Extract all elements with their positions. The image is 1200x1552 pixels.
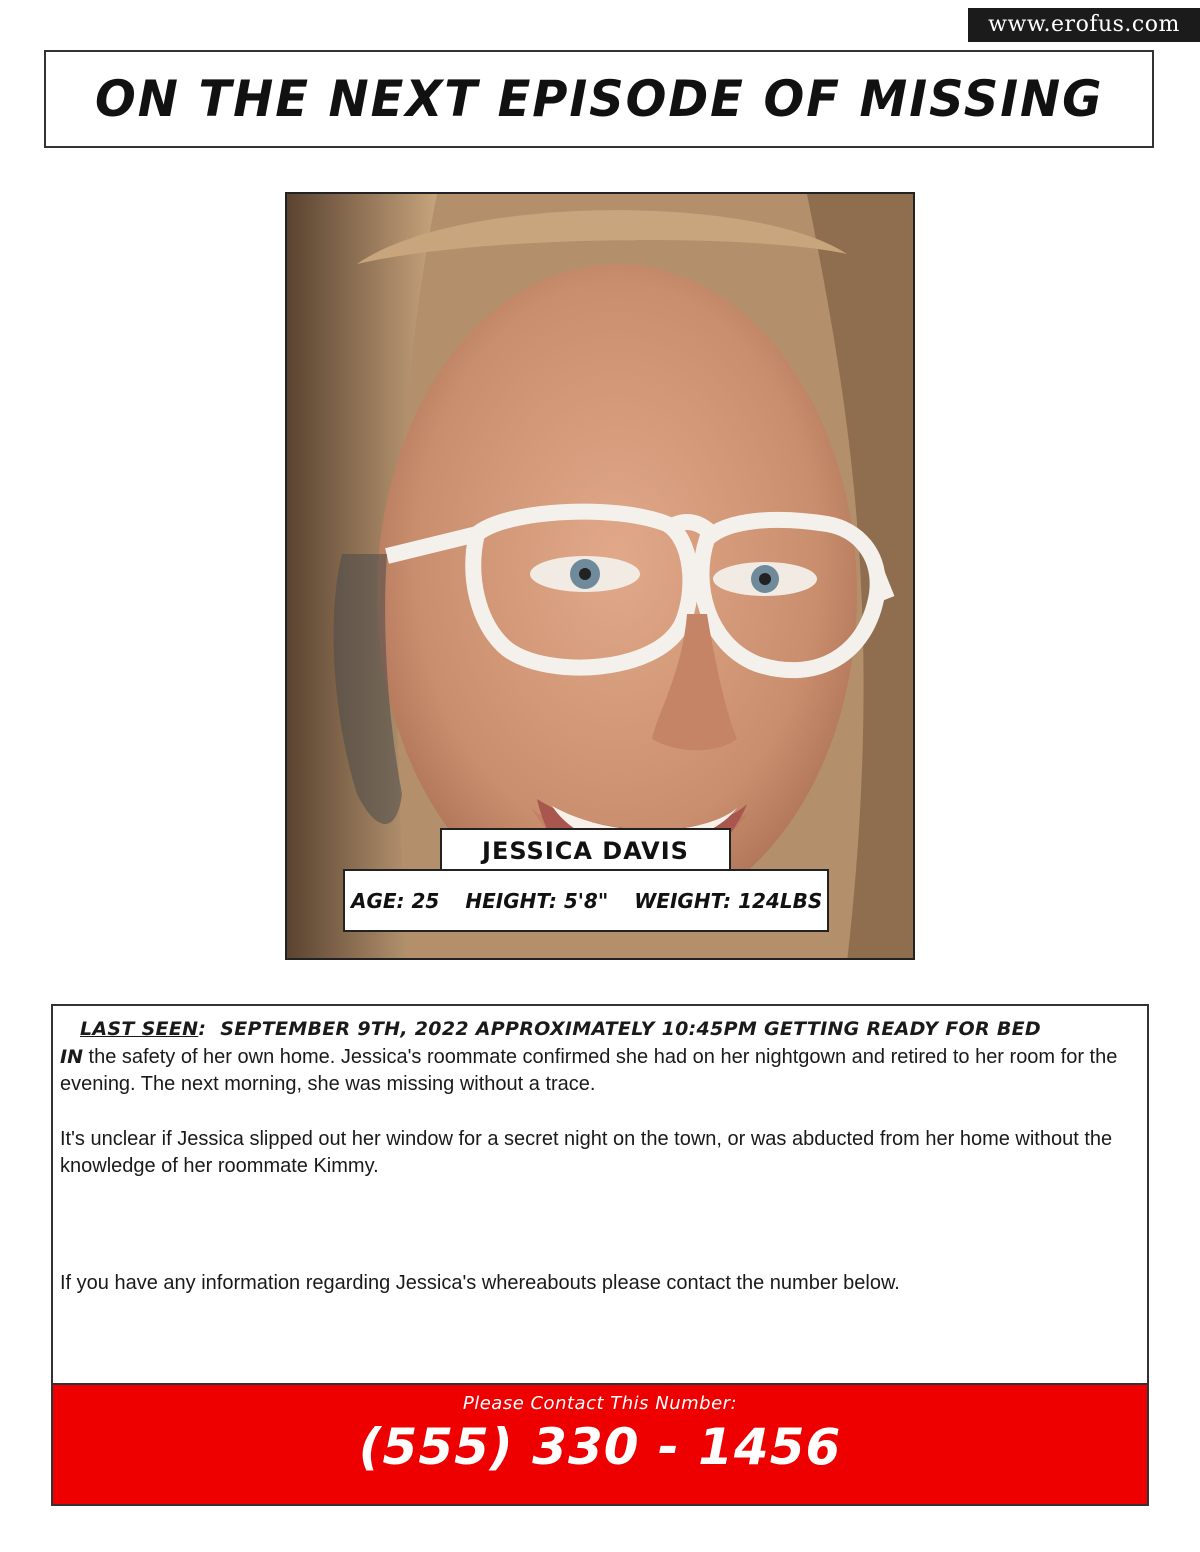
page-title: ON THE NEXT EPISODE OF MISSING [94,70,1104,128]
info-panel [51,1004,1149,1506]
contact-label: Please Contact This Number: [462,1393,738,1414]
info-text [60,1016,1142,1294]
last-seen-text: SEPTEMBER 9TH, 2022 APPROXIMATELY 10:45PM GETTING READY FOR BED [220,1018,1041,1040]
paragraph-1-text: the safety of her own home. Jessica's roommate confirmed she had on her nightgown and retired to her room for the evening. The next morning, she was missing without a trace. [60,1045,1118,1095]
last-seen-line [60,1016,1142,1044]
height-stat: HEIGHT: 5'8" [465,888,609,913]
weight-stat: WEIGHT: 124LBS [634,888,823,913]
paragraph-1-lead-in: IN [60,1045,83,1068]
paragraph-1 [60,1044,1142,1099]
last-seen-label: LAST SEEN [80,1018,199,1040]
age-stat: AGE: 25 [351,888,440,913]
watermark: www.erofus.com [968,8,1200,42]
person-name: JESSICA DAVIS [440,828,731,874]
last-seen-colon: : [198,1018,207,1040]
contact-phone-number[interactable]: (555) 330 - 1456 [358,1418,842,1476]
paragraph-2: It's unclear if Jessica slipped out her window for a secret night on the town, or was abducted from her home without the knowledge of her roommate Kimmy. [60,1127,1113,1177]
title-banner [44,50,1154,148]
person-stats [343,869,829,932]
paragraph-3: If you have any information regarding Jessica's whereabouts please contact the number below. [60,1272,900,1294]
contact-bar [53,1383,1147,1504]
